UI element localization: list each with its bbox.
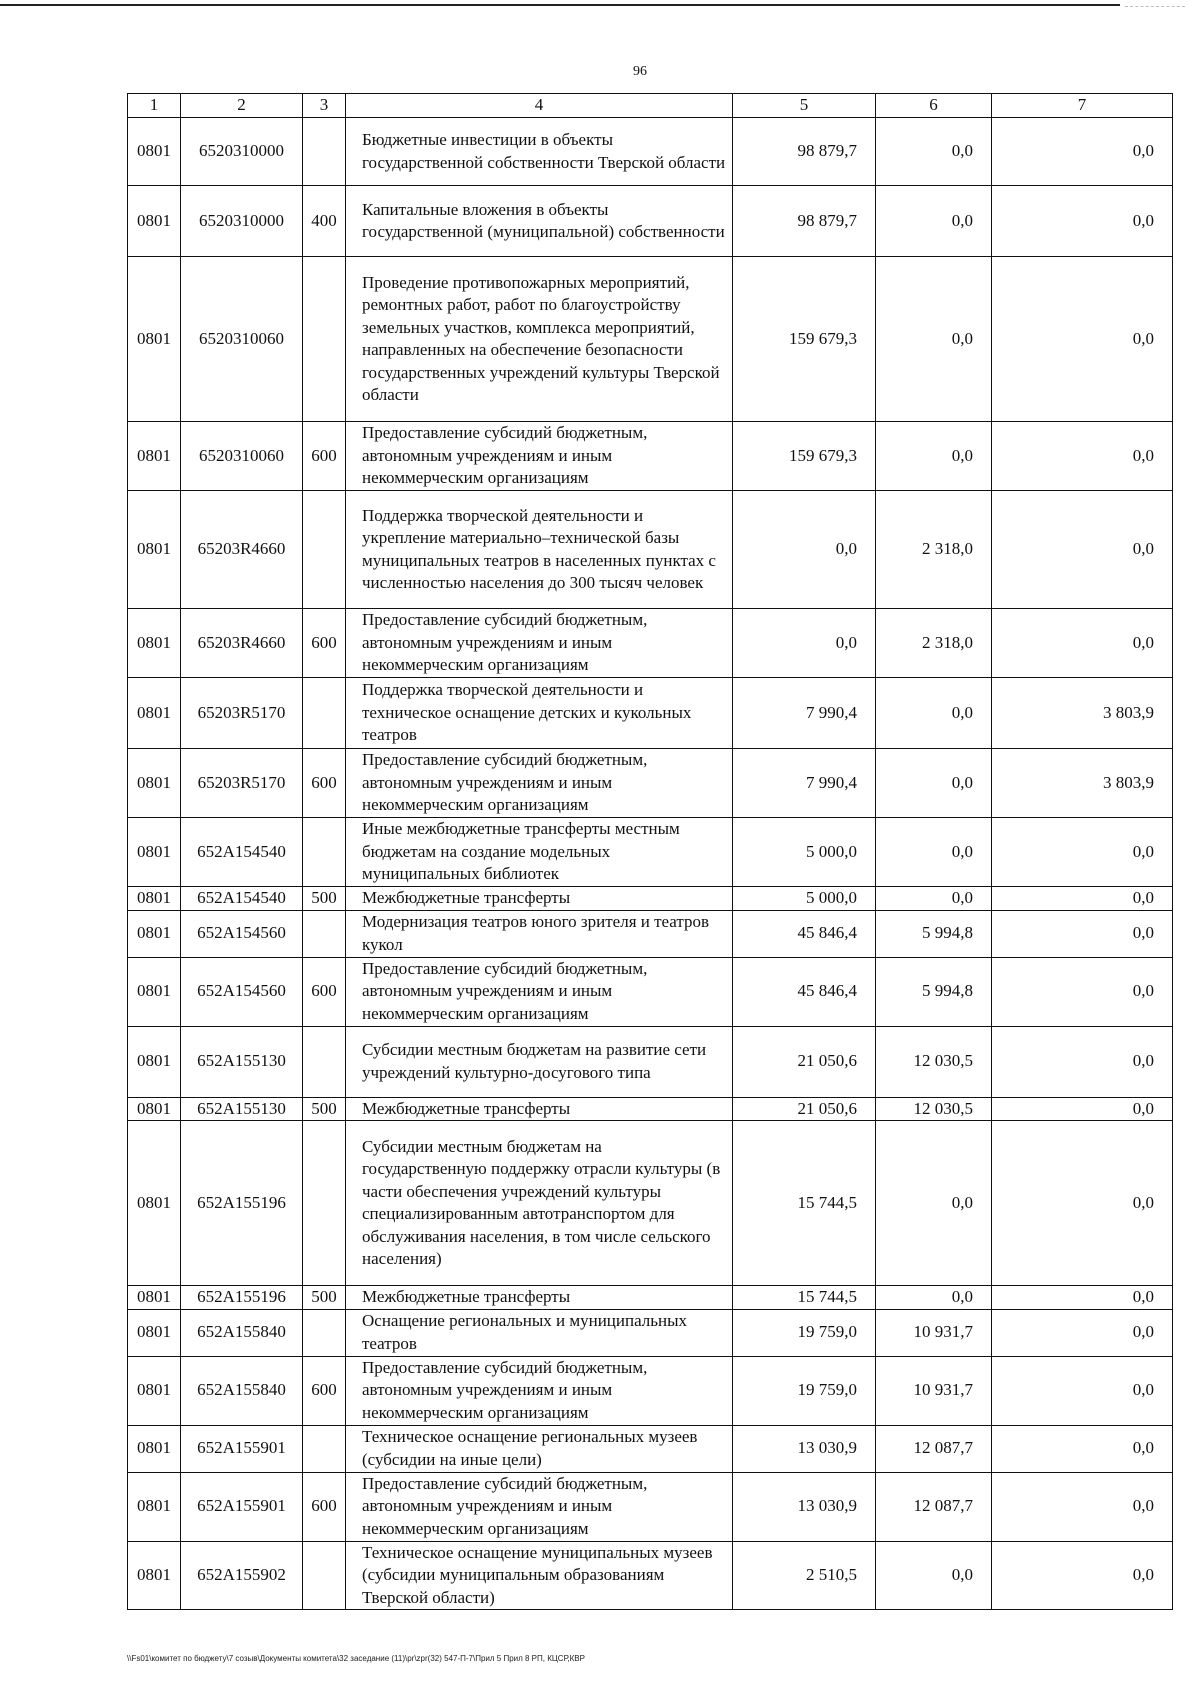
- table-row: [128, 957, 1173, 1026]
- expense-type-cell: [303, 1309, 346, 1356]
- amount-year3-cell: 0,0: [992, 1472, 1173, 1541]
- amount-year2-cell: 5 994,8: [876, 957, 992, 1026]
- amount-year3-cell: 0,0: [992, 1286, 1173, 1310]
- expense-type-cell: [303, 1541, 346, 1610]
- amount-year1-cell: 45 846,4: [733, 957, 876, 1026]
- amount-year1-cell: 98 879,7: [733, 118, 876, 186]
- target-article-cell: 652A154560: [181, 957, 303, 1026]
- amount-year2-cell: 12 030,5: [876, 1097, 992, 1121]
- top-border-dash: [1125, 6, 1185, 7]
- amount-year2-cell: 0,0: [876, 186, 992, 257]
- expense-type-cell: 600: [303, 422, 346, 491]
- target-article-cell: 652A155196: [181, 1121, 303, 1286]
- section-code-cell: 0801: [128, 678, 181, 749]
- amount-year2-cell: 0,0: [876, 422, 992, 491]
- amount-year2-cell: 12 087,7: [876, 1425, 992, 1472]
- page-number: 96: [633, 64, 647, 79]
- col-header-7: 7: [992, 94, 1173, 118]
- table-row: [128, 1026, 1173, 1097]
- section-code-cell: 0801: [128, 749, 181, 818]
- amount-year2-cell: 0,0: [876, 118, 992, 186]
- table-row: [128, 1097, 1173, 1121]
- item-name-cell: Предоставление субсидий бюджетным, автономным учреждениям и иным некоммерческим организациям: [346, 609, 733, 678]
- amount-year3-cell: 0,0: [992, 887, 1173, 911]
- amount-year1-cell: 5 000,0: [733, 818, 876, 887]
- amount-year1-cell: 159 679,3: [733, 257, 876, 422]
- table-row: [128, 118, 1173, 186]
- top-border-line: [0, 4, 1120, 6]
- expense-type-cell: [303, 678, 346, 749]
- col-header-1: 1: [128, 94, 181, 118]
- table-row: [128, 1425, 1173, 1472]
- table-row: [128, 1356, 1173, 1425]
- item-name-cell: Субсидии местным бюджетам на государственную поддержку отрасли культуры (в части обеспечения учреждений культуры специализированным автотранспортом для обслуживания населения, в том числе сельского населения): [346, 1121, 733, 1286]
- amount-year1-cell: 13 030,9: [733, 1472, 876, 1541]
- amount-year1-cell: 15 744,5: [733, 1286, 876, 1310]
- table-row: [128, 422, 1173, 491]
- amount-year2-cell: 0,0: [876, 257, 992, 422]
- expense-type-cell: 600: [303, 957, 346, 1026]
- section-code-cell: 0801: [128, 491, 181, 609]
- section-code-cell: 0801: [128, 1425, 181, 1472]
- target-article-cell: 652A155901: [181, 1425, 303, 1472]
- section-code-cell: 0801: [128, 1472, 181, 1541]
- target-article-cell: 652A155130: [181, 1026, 303, 1097]
- table-row: [128, 1472, 1173, 1541]
- item-name-cell: Модернизация театров юного зрителя и театров кукол: [346, 910, 733, 957]
- amount-year2-cell: 0,0: [876, 1541, 992, 1610]
- amount-year1-cell: 0,0: [733, 491, 876, 609]
- amount-year1-cell: 15 744,5: [733, 1121, 876, 1286]
- col-header-2: 2: [181, 94, 303, 118]
- target-article-cell: 652A155902: [181, 1541, 303, 1610]
- expense-type-cell: [303, 1026, 346, 1097]
- amount-year3-cell: 0,0: [992, 118, 1173, 186]
- amount-year3-cell: 0,0: [992, 1425, 1173, 1472]
- expense-type-cell: 400: [303, 186, 346, 257]
- target-article-cell: 652A155130: [181, 1097, 303, 1121]
- amount-year3-cell: 0,0: [992, 1097, 1173, 1121]
- item-name-cell: Поддержка творческой деятельности и техническое оснащение детских и кукольных театров: [346, 678, 733, 749]
- amount-year1-cell: 21 050,6: [733, 1026, 876, 1097]
- footer-file-path: \\Fs01\комитет по бюджету\7 созыв\Документы комитета\32 заседание (11)\pr\zpr(32) 547-П-7\Прил 5 Прил 8 РП, КЦСР,КВР: [127, 1654, 585, 1663]
- amount-year2-cell: 12 087,7: [876, 1472, 992, 1541]
- amount-year1-cell: 159 679,3: [733, 422, 876, 491]
- amount-year2-cell: 10 931,7: [876, 1309, 992, 1356]
- amount-year2-cell: 0,0: [876, 887, 992, 911]
- target-article-cell: 6520310060: [181, 422, 303, 491]
- col-header-6: 6: [876, 94, 992, 118]
- col-header-3: 3: [303, 94, 346, 118]
- item-name-cell: Субсидии местным бюджетам на развитие сети учреждений культурно-досугового типа: [346, 1026, 733, 1097]
- target-article-cell: 652A154560: [181, 910, 303, 957]
- amount-year3-cell: 0,0: [992, 186, 1173, 257]
- expense-type-cell: 500: [303, 1097, 346, 1121]
- target-article-cell: 65203R5170: [181, 678, 303, 749]
- amount-year1-cell: 0,0: [733, 609, 876, 678]
- table-row: [128, 678, 1173, 749]
- section-code-cell: 0801: [128, 1286, 181, 1310]
- table-row: [128, 186, 1173, 257]
- section-code-cell: 0801: [128, 818, 181, 887]
- amount-year2-cell: 2 318,0: [876, 609, 992, 678]
- item-name-cell: Капитальные вложения в объекты государственной (муниципальной) собственности: [346, 186, 733, 257]
- target-article-cell: 652A154540: [181, 818, 303, 887]
- table-body: [128, 118, 1173, 1610]
- table-row: [128, 1309, 1173, 1356]
- amount-year1-cell: 19 759,0: [733, 1309, 876, 1356]
- target-article-cell: 652A154540: [181, 887, 303, 911]
- amount-year3-cell: 0,0: [992, 491, 1173, 609]
- target-article-cell: 6520310000: [181, 118, 303, 186]
- amount-year2-cell: 2 318,0: [876, 491, 992, 609]
- item-name-cell: Оснащение региональных и муниципальных театров: [346, 1309, 733, 1356]
- col-header-5: 5: [733, 94, 876, 118]
- budget-table: [127, 93, 1173, 1610]
- table-row: [128, 749, 1173, 818]
- target-article-cell: 65203R4660: [181, 491, 303, 609]
- amount-year3-cell: 0,0: [992, 1356, 1173, 1425]
- target-article-cell: 65203R4660: [181, 609, 303, 678]
- target-article-cell: 6520310000: [181, 186, 303, 257]
- amount-year2-cell: 12 030,5: [876, 1026, 992, 1097]
- amount-year1-cell: 5 000,0: [733, 887, 876, 911]
- target-article-cell: 652A155901: [181, 1472, 303, 1541]
- section-code-cell: 0801: [128, 422, 181, 491]
- amount-year1-cell: 7 990,4: [733, 678, 876, 749]
- amount-year1-cell: 7 990,4: [733, 749, 876, 818]
- item-name-cell: Техническое оснащение региональных музеев (субсидии на иные цели): [346, 1425, 733, 1472]
- amount-year3-cell: 0,0: [992, 257, 1173, 422]
- amount-year1-cell: 19 759,0: [733, 1356, 876, 1425]
- table-row: [128, 491, 1173, 609]
- section-code-cell: 0801: [128, 1121, 181, 1286]
- amount-year2-cell: 10 931,7: [876, 1356, 992, 1425]
- amount-year2-cell: 0,0: [876, 1121, 992, 1286]
- amount-year2-cell: 0,0: [876, 749, 992, 818]
- item-name-cell: Предоставление субсидий бюджетным, автономным учреждениям и иным некоммерческим организациям: [346, 1356, 733, 1425]
- section-code-cell: 0801: [128, 1541, 181, 1610]
- amount-year3-cell: 0,0: [992, 609, 1173, 678]
- table-row: [128, 1286, 1173, 1310]
- item-name-cell: Межбюджетные трансферты: [346, 1286, 733, 1310]
- amount-year3-cell: 0,0: [992, 1121, 1173, 1286]
- item-name-cell: Проведение противопожарных мероприятий, ремонтных работ, работ по благоустройству земельных участков, комплекса мероприятий, направленных на обеспечение безопасности государственных учреждений культуры Тверской области: [346, 257, 733, 422]
- expense-type-cell: 600: [303, 1472, 346, 1541]
- item-name-cell: Предоставление субсидий бюджетным, автономным учреждениям и иным некоммерческим организациям: [346, 957, 733, 1026]
- section-code-cell: 0801: [128, 118, 181, 186]
- amount-year1-cell: 98 879,7: [733, 186, 876, 257]
- item-name-cell: Иные межбюджетные трансферты местным бюджетам на создание модельных муниципальных библиотек: [346, 818, 733, 887]
- table-row: [128, 818, 1173, 887]
- expense-type-cell: [303, 910, 346, 957]
- target-article-cell: 652A155840: [181, 1356, 303, 1425]
- section-code-cell: 0801: [128, 257, 181, 422]
- table-header-row: [128, 94, 1173, 118]
- table-row: [128, 887, 1173, 911]
- item-name-cell: Межбюджетные трансферты: [346, 887, 733, 911]
- target-article-cell: 652A155840: [181, 1309, 303, 1356]
- table-row: [128, 1541, 1173, 1610]
- amount-year3-cell: 3 803,9: [992, 678, 1173, 749]
- expense-type-cell: [303, 818, 346, 887]
- section-code-cell: 0801: [128, 957, 181, 1026]
- amount-year2-cell: 5 994,8: [876, 910, 992, 957]
- amount-year2-cell: 0,0: [876, 678, 992, 749]
- amount-year1-cell: 21 050,6: [733, 1097, 876, 1121]
- target-article-cell: 65203R5170: [181, 749, 303, 818]
- section-code-cell: 0801: [128, 910, 181, 957]
- section-code-cell: 0801: [128, 1309, 181, 1356]
- amount-year1-cell: 2 510,5: [733, 1541, 876, 1610]
- amount-year3-cell: 3 803,9: [992, 749, 1173, 818]
- section-code-cell: 0801: [128, 1097, 181, 1121]
- col-header-4: 4: [346, 94, 733, 118]
- target-article-cell: 652A155196: [181, 1286, 303, 1310]
- item-name-cell: Поддержка творческой деятельности и укрепление материально–технической базы муниципальных театров в населенных пунктах с численностью населения до 300 тысяч человек: [346, 491, 733, 609]
- amount-year3-cell: 0,0: [992, 1309, 1173, 1356]
- expense-type-cell: [303, 1121, 346, 1286]
- item-name-cell: Межбюджетные трансферты: [346, 1097, 733, 1121]
- expense-type-cell: [303, 491, 346, 609]
- amount-year1-cell: 45 846,4: [733, 910, 876, 957]
- amount-year3-cell: 0,0: [992, 422, 1173, 491]
- amount-year3-cell: 0,0: [992, 818, 1173, 887]
- section-code-cell: 0801: [128, 887, 181, 911]
- item-name-cell: Бюджетные инвестиции в объекты государственной собственности Тверской области: [346, 118, 733, 186]
- table-row: [128, 609, 1173, 678]
- expense-type-cell: [303, 118, 346, 186]
- expense-type-cell: [303, 257, 346, 422]
- table-row: [128, 257, 1173, 422]
- amount-year2-cell: 0,0: [876, 1286, 992, 1310]
- section-code-cell: 0801: [128, 186, 181, 257]
- section-code-cell: 0801: [128, 1026, 181, 1097]
- item-name-cell: Предоставление субсидий бюджетным, автономным учреждениям и иным некоммерческим организациям: [346, 422, 733, 491]
- table-row: [128, 1121, 1173, 1286]
- expense-type-cell: 600: [303, 1356, 346, 1425]
- expense-type-cell: 500: [303, 887, 346, 911]
- item-name-cell: Предоставление субсидий бюджетным, автономным учреждениям и иным некоммерческим организациям: [346, 749, 733, 818]
- expense-type-cell: 600: [303, 609, 346, 678]
- amount-year1-cell: 13 030,9: [733, 1425, 876, 1472]
- amount-year2-cell: 0,0: [876, 818, 992, 887]
- amount-year3-cell: 0,0: [992, 1026, 1173, 1097]
- expense-type-cell: 600: [303, 749, 346, 818]
- amount-year3-cell: 0,0: [992, 910, 1173, 957]
- amount-year3-cell: 0,0: [992, 957, 1173, 1026]
- expense-type-cell: [303, 1425, 346, 1472]
- expense-type-cell: 500: [303, 1286, 346, 1310]
- amount-year3-cell: 0,0: [992, 1541, 1173, 1610]
- table-row: [128, 910, 1173, 957]
- target-article-cell: 6520310060: [181, 257, 303, 422]
- section-code-cell: 0801: [128, 609, 181, 678]
- item-name-cell: Предоставление субсидий бюджетным, автономным учреждениям и иным некоммерческим организациям: [346, 1472, 733, 1541]
- item-name-cell: Техническое оснащение муниципальных музеев (субсидии муниципальным образованиям Тверской области): [346, 1541, 733, 1610]
- section-code-cell: 0801: [128, 1356, 181, 1425]
